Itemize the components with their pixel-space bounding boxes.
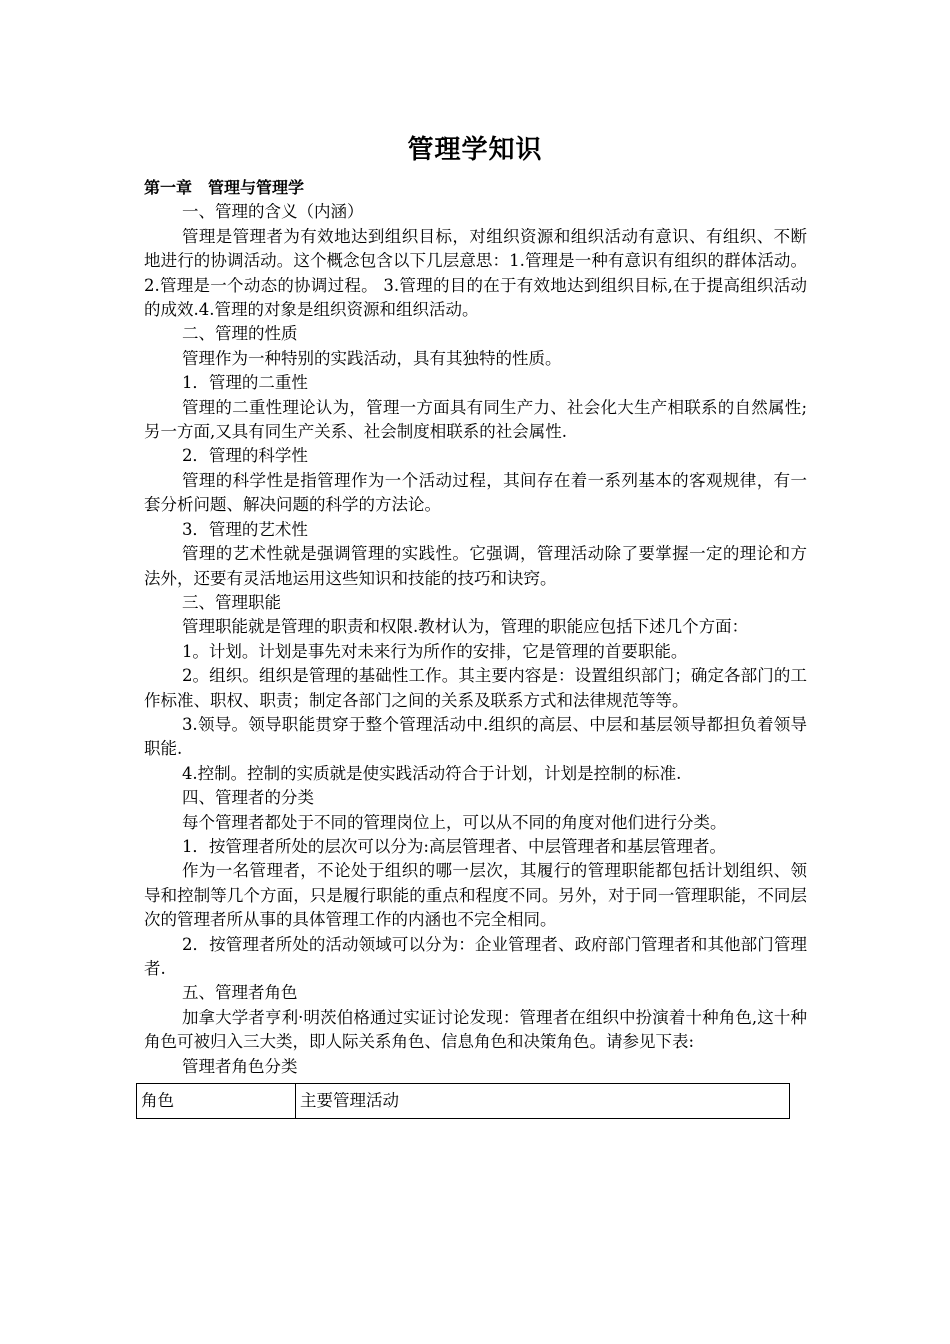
paragraph: 1．按管理者所处的层次可以分为:高层管理者、中层管理者和基层管理者。 — [181, 836, 726, 856]
document-title: 管理学知识 — [407, 135, 543, 165]
paragraph: 4.控制。控制的实质就是使实践活动符合于计划，计划是控制的标准. — [181, 763, 682, 783]
paragraph: 管理职能就是管理的职责和权限.教材认为，管理的职能应包括下述几个方面： — [181, 617, 749, 637]
subsection-heading: 1．管理的二重性 — [181, 373, 308, 393]
paragraph: 作为一名管理者，不论处于组织的哪一层次，其履行的管理职能都包括计划组织、领导和控制等几个方面，只是履行职能的重点和程度不同。另外，对于同一管理职能，不同层次的管理者所从事的具体管理工作的内涵也不完全相同。 — [144, 861, 807, 930]
table-header-row — [137, 1084, 790, 1119]
section-heading: 二、管理的性质 — [181, 324, 298, 344]
paragraph: 管理的科学性是指管理作为一个活动过程，其间存在着一系列基本的客观规律，有一套分析问题、解决问题的科学的方法论。 — [144, 470, 807, 515]
paragraph: 2。组织。组织是管理的基础性工作。其主要内容是：设置组织部门；确定各部门的工作标准、职权、职责；制定各部门之间的关系及联系方式和法律规范等等。 — [144, 666, 807, 710]
paragraph: 管理是管理者为有效地达到组织目标，对组织资源和组织活动有意识、有组织、不断地进行的协调活动。这个概念包含以下几层意思：1.管理是一种有意识有组织的群体活动。2.管理是一个动态的协调过程。 3.管理的目的在于有效地达到组织目标,在于提高组织活动的成效.4.管理的对象是组织资源和组织活动。 — [144, 226, 807, 320]
paragraph: 每个管理者都处于不同的管理岗位上，可以从不同的角度对他们进行分类。 — [181, 812, 727, 832]
chapter-heading: 第一章 管理与管理学 — [144, 178, 305, 197]
table-caption: 管理者角色分类 — [181, 1056, 298, 1076]
paragraph: 管理的艺术性就是强调管理的实践性。它强调，管理活动除了要掌握一定的理论和方法外，还要有灵活地运用这些知识和技能的技巧和诀窍。 — [144, 544, 807, 588]
subsection-heading: 3．管理的艺术性 — [181, 519, 308, 539]
paragraph: 管理作为一种特别的实践活动，具有其独特的性质。 — [181, 348, 562, 368]
subsection-heading: 2．管理的科学性 — [181, 446, 308, 466]
section-heading: 一、管理的含义（内涵） — [181, 202, 364, 222]
paragraph: 3.领导。领导职能贯穿于整个管理活动中.组织的高层、中层和基层领导都担负着领导职能. — [144, 714, 807, 759]
paragraph: 管理的二重性理论认为，管理一方面具有同生产力、社会化大生产相联系的自然属性;另一方面,又具有同生产关系、社会制度相联系的社会属性. — [144, 397, 807, 442]
paragraph: 加拿大学者亨利·明茨伯格通过实证讨论发现：管理者在组织中扮演着十种角色,这十种角色可被归入三大类，即人际关系角色、信息角色和决策角色。请参见下表: — [144, 1007, 807, 1052]
table-header-cell: 主要管理活动 — [296, 1084, 790, 1119]
paragraph: 1。计划。计划是事先对未来行为所作的安排，它是管理的首要职能。 — [181, 641, 688, 661]
section-heading: 四、管理者的分类 — [181, 788, 314, 808]
section-heading: 五、管理者角色 — [181, 983, 298, 1003]
section-heading: 三、管理职能 — [181, 592, 281, 612]
table-header-cell: 角色 — [137, 1084, 296, 1119]
paragraph: 2．按管理者所处的活动领域可以分为：企业管理者、政府部门管理者和其他部门管理者. — [144, 934, 807, 978]
roles-table — [136, 1083, 790, 1119]
document-body — [141, 176, 807, 1119]
